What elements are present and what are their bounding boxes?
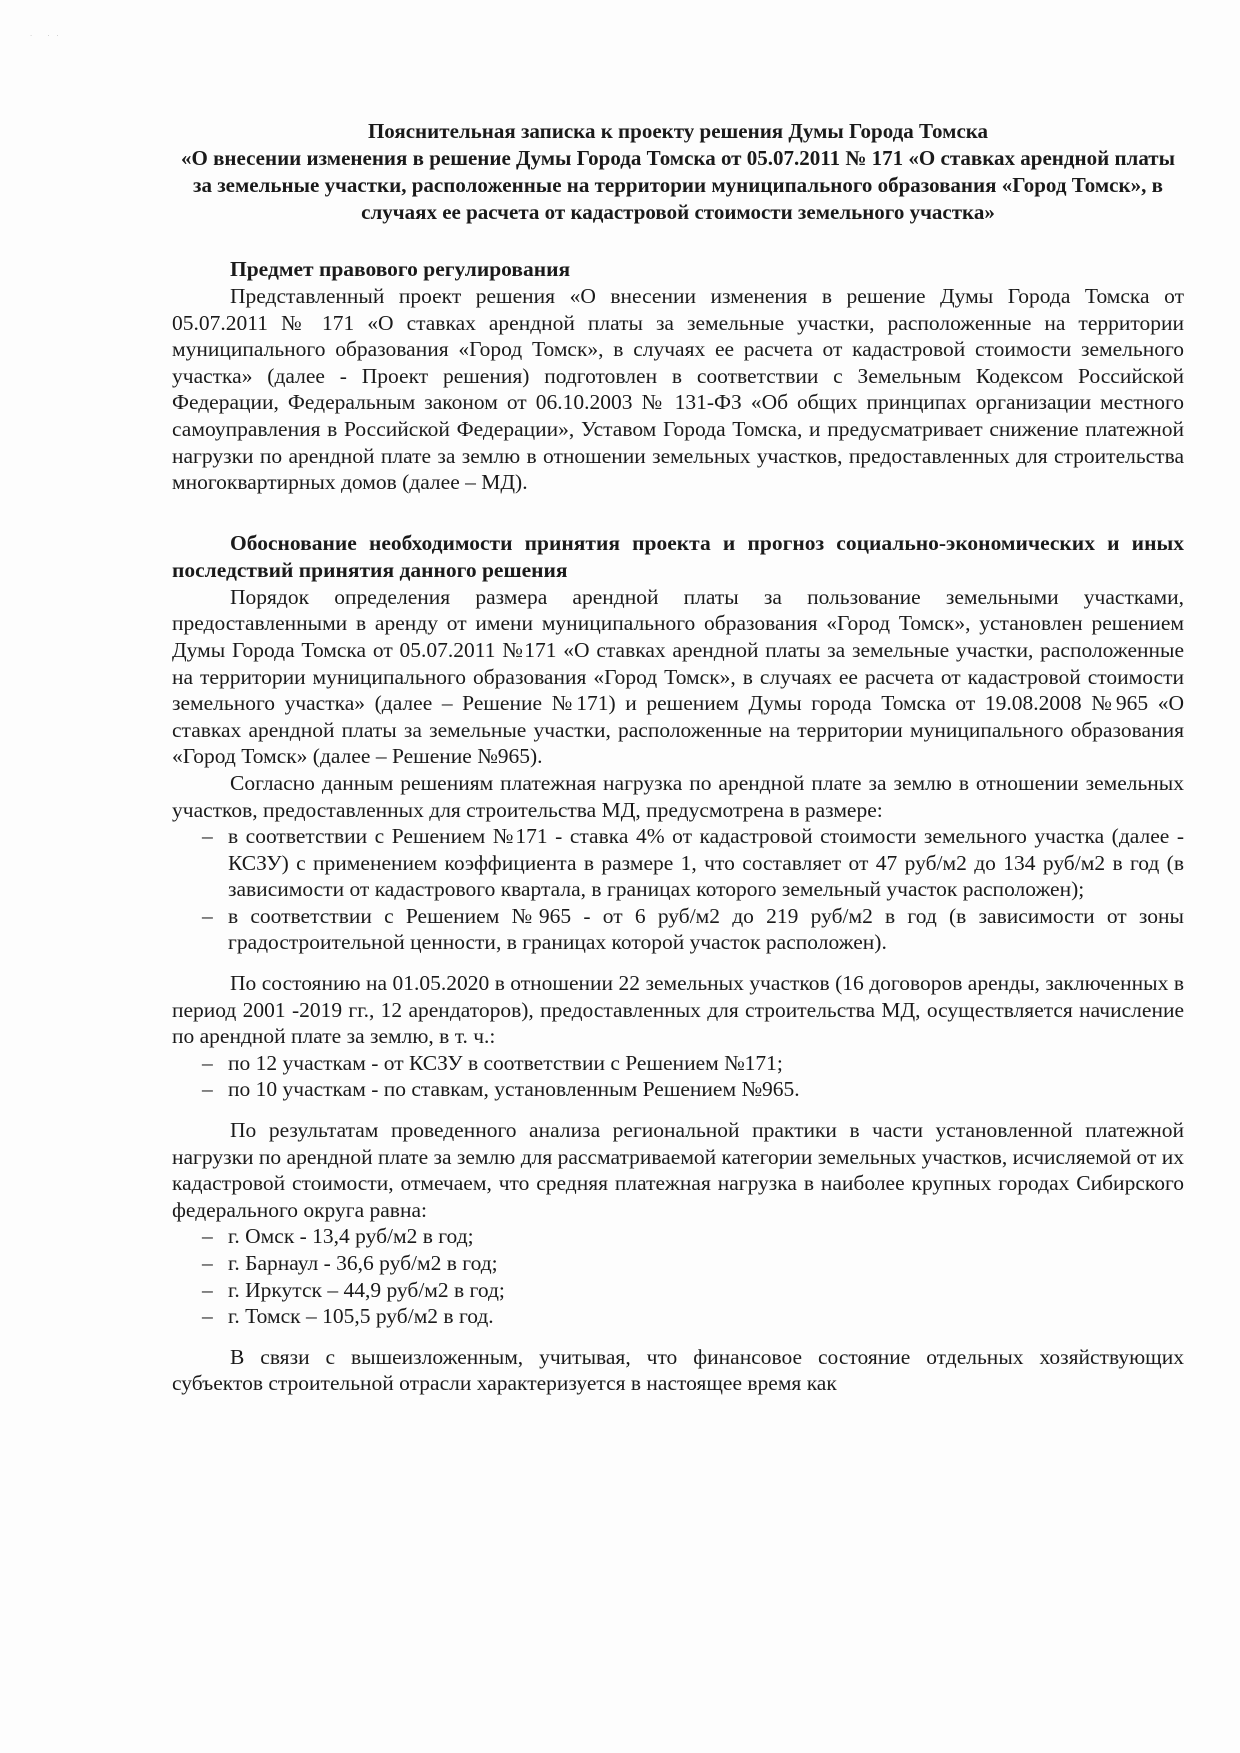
list-item: – г. Иркутск – 44,9 руб/м2 в год;: [172, 1277, 1184, 1304]
list-item: – по 10 участкам - по ставкам, установленным Решением №965.: [172, 1076, 1184, 1103]
document-title: [172, 118, 1184, 226]
list-item: – в соответствии с Решением №965 - от 6 руб/м2 до 219 руб/м2 в год (в зависимости от зоны градостроительной ценности, в границах которой участок расположен).: [172, 903, 1184, 956]
paragraph-status: По состоянию на 01.05.2020 в отношении 22 земельных участков (16 договоров аренды, заключенных в период 2001 -2019 гг., 12 арендаторов), предоставленных для строительства МД, осуществляется начисление по арендной плате за землю, в т. ч.:: [172, 971, 1184, 1049]
document-content: [172, 118, 1184, 1397]
paragraph-subject: Представленный проект решения «О внесении изменения в решение Думы Города Томска от 05.07.2011 № 171 «О ставках арендной платы за земельные участки, расположенные на территории муниципального образования «Город Томск», в случаях ее расчета от кадастровой стоимости земельного участка» (далее - Проект решения) подготовлен в соответствии с Земельным Кодексом Российской Федерации, Федеральным законом от 06.10.2003 № 131-ФЗ «Об общих принципах организации местного самоуправления в Российской Федерации», Уставом Города Томска, и предусматривает снижение платежной нагрузки по арендной плате за землю в отношении земельных участков, предоставленных для строительства многоквартирных домов (далее – МД).: [172, 284, 1184, 495]
paragraph-payment-load: Согласно данным решениям платежная нагрузка по арендной плате за землю в отношении земельных участков, предоставленных для строительства МД, предусмотрена в размере:: [172, 770, 1184, 822]
list-cities: [172, 1223, 1184, 1329]
title-line-2: «О внесении изменения в решение Думы Города Томска от 05.07.2011 № 171 «О ставках арендной платы за земельные участки, расположенные на территории муниципального образования «Город Томск», в случаях ее расчета от кадастровой стоимости земельного участка»: [180, 146, 1175, 224]
paragraph-conclusion: В связи с вышеизложенным, учитывая, что финансовое состояние отдельных хозяйствующих субъектов строительной отрасли характеризуется в настоящее время как: [172, 1344, 1184, 1396]
list-item: – г. Томск – 105,5 руб/м2 в год.: [172, 1303, 1184, 1330]
paragraph-regional-analysis: По результатам проведенного анализа региональной практики в части установленной платежной нагрузки по арендной плате за землю для рассматриваемой категории земельных участков, исчисляемой от их кадастровой стоимости, отмечаем, что средняя платежная нагрузка в наиболее крупных городах Сибирского федерального округа равна:: [172, 1118, 1184, 1222]
list-rates: [172, 823, 1184, 956]
title-line-1: Пояснительная записка к проекту решения Думы Города Томска: [367, 119, 989, 143]
section-heading-justification: Обоснование необходимости принятия проекта и прогноз социально-экономических и иных последствий принятия данного решения: [172, 530, 1184, 582]
list-item: – в соответствии с Решением №171 - ставка 4% от кадастровой стоимости земельного участка (далее - КСЗУ) с применением коэффициента в размере 1, что составляет от 47 руб/м2 до 134 руб/м2 в год (в зависимости от кадастрового квартала, в границах которого земельный участок расположен);: [172, 823, 1184, 903]
list-item: – по 12 участкам - от КСЗУ в соответствии с Решением №171;: [172, 1050, 1184, 1077]
list-plots: [172, 1050, 1184, 1103]
scan-marks: ˙ ˙˙: [30, 34, 66, 44]
list-item: – г. Барнаул - 36,6 руб/м2 в год;: [172, 1250, 1184, 1277]
paragraph-procedure: Порядок определения размера арендной платы за пользование земельными участками, предоставленными в аренду от имени муниципального образования «Город Томск», установлен решением Думы Города Томска от 05.07.2011 №171 «О ставках арендной платы за земельные участки, расположенные на территории муниципального образования «Город Томск», в случаях ее расчета от кадастровой стоимости земельного участка» (далее – Решение №171) и решением Думы города Томска от 19.08.2008 №965 «О ставках арендной платы за земельные участки, расположенные на территории муниципального образования «Город Томск» (далее – Решение №965).: [172, 584, 1184, 769]
section-heading-subject: Предмет правового регулирования: [230, 257, 571, 281]
list-item: – г. Омск - 13,4 руб/м2 в год;: [172, 1223, 1184, 1250]
